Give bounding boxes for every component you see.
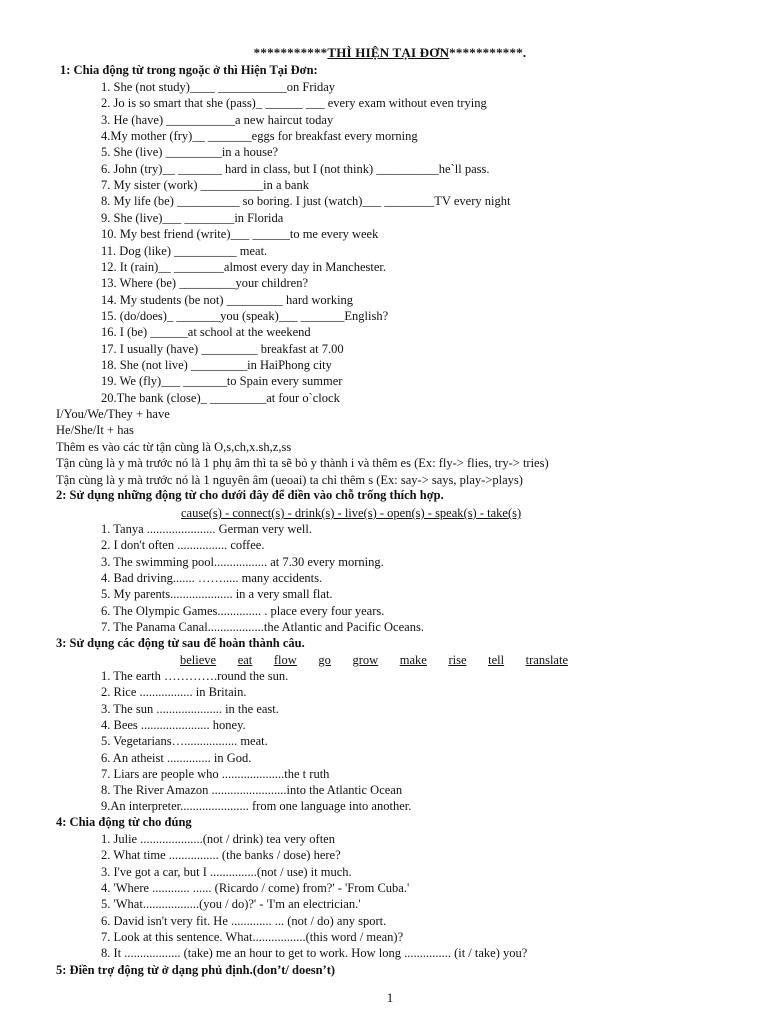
wordbank-word: translate	[525, 653, 568, 667]
section-4-heading: 4: Chia động từ cho đúng	[56, 815, 192, 829]
exercise-item: 14. My students (be not) _________ hard working	[101, 292, 354, 307]
exercise-item: 5. 'What..................(you / do)?' - 'I'm an electrician.'	[101, 897, 361, 912]
exercise-item: 7. Look at this sentence. What.................(this word / mean)?	[101, 929, 404, 944]
title-suffix: ***********.	[449, 45, 527, 60]
exercise-item: 11. Dog (like) __________ meat.	[101, 243, 268, 258]
wordbank-word: rise	[448, 653, 467, 667]
title-main: THÌ HIỆN TẠI ĐƠN	[327, 45, 450, 60]
exercise-item: 18. She (not live) _________in HaiPhong city	[101, 357, 332, 372]
exercise-item: 6. An atheist .............. in God.	[101, 750, 252, 765]
section-2-wordbank: cause(s) - connect(s) - drink(s) - live(s) - open(s) - speak(s) - take(s)	[181, 506, 522, 520]
exercise-item: 1. The earth ………….round the sun.	[101, 669, 289, 683]
exercise-item: 7. The Panama Canal..................the Atlantic and Pacific Oceans.	[101, 619, 424, 634]
grammar-note: He/She/It + has	[56, 423, 134, 438]
section-5-heading: 5: Điền trợ động từ ở dạng phủ định.(don’t/ doesn’t)	[56, 963, 336, 977]
exercise-item: 9. She (live)___ ________in Florida	[101, 210, 284, 225]
section-1-heading: 1: Chia động từ trong ngoặc ở thì Hiện Tại Đơn:	[60, 63, 318, 77]
exercise-item: 15. (do/does)_ _______you (speak)___ _______English?	[101, 308, 389, 323]
exercise-item: 9.An interpreter...................... from one language into another.	[101, 799, 412, 814]
wordbank-word: eat	[237, 653, 253, 667]
title-prefix: ***********	[253, 45, 328, 60]
exercise-item: 1. Tanya ...................... German very well.	[101, 522, 312, 536]
exercise-item: 8. My life (be) __________ so boring. I just (watch)___ ________TV every night	[101, 194, 511, 209]
exercise-item: 6. John (try)__ _______ hard in class, but I (not think) __________he`ll pass.	[101, 161, 490, 176]
exercise-item: 12. It (rain)__ ________almost every day in Manchester.	[101, 259, 386, 274]
exercise-item: 6. David isn't very fit. He ............. ... (not / do) any sport.	[101, 913, 387, 928]
exercise-item: 2. What time ................ (the banks / dose) here?	[101, 848, 341, 863]
wordbank-word: grow	[352, 653, 379, 667]
exercise-item: 5. She (live) _________in a house?	[101, 145, 279, 160]
exercise-item: 8. The River Amazon ........................into the Atlantic Ocean	[101, 783, 403, 798]
exercise-item: 2. Jo is so smart that she (pass)_ ______ ___ every exam without even trying	[101, 96, 487, 111]
wordbank-word: go	[318, 653, 331, 667]
exercise-item: 5. Vegetarians…................. meat.	[101, 734, 268, 749]
grammar-note: Thêm es vào các từ tận cùng là O,s,ch,x.sh,z,ss	[56, 439, 292, 454]
exercise-item: 2. Rice ................. in Britain.	[101, 685, 247, 700]
exercise-item: 2. I don't often ................ coffee.	[101, 538, 265, 553]
wordbank-word: tell	[488, 653, 505, 667]
grammar-note: Tận cùng là y mà trước nó là 1 nguyên âm (ueoai) ta chỉ thêm s (Ex: say-> says, play->plays)	[56, 472, 523, 487]
exercise-item: 4. Bad driving....... ……..... many accidents.	[101, 570, 323, 585]
wordbank-word: flow	[273, 653, 297, 667]
exercise-item: 10. My best friend (write)___ ______to me every week	[101, 227, 379, 242]
exercise-item: 4.My mother (fry)__ _______eggs for breakfast every morning	[101, 129, 418, 144]
exercise-item: 7. Liars are people who ....................the t ruth	[101, 766, 330, 781]
exercise-item: 3. The sun ..................... in the east.	[101, 701, 279, 716]
section-3-heading: 3: Sử dụng các động từ sau để hoàn thành câu.	[56, 636, 305, 650]
exercise-item: 1. Julie ....................(not / drink) tea very often	[101, 832, 335, 846]
exercise-item: 8. It .................. (take) me an hour to get to work. How long ............... (it / take) you?	[101, 946, 528, 961]
exercise-item: 3. The swimming pool................. at 7.30 every morning.	[101, 554, 384, 569]
grammar-note: Tận cùng là y mà trước nó là 1 phụ âm thì ta sẽ bỏ y thành i và thêm es (Ex: fly-> flies, try-> tries)	[56, 456, 549, 471]
exercise-item: 5. My parents.................... in a very small flat.	[101, 587, 333, 602]
exercise-item: 3. I've got a car, but I ...............(not / use) it much.	[101, 864, 352, 879]
exercise-item: 4. 'Where ............ ...... (Ricardo / come) from?' - 'From Cuba.'	[101, 880, 410, 895]
section-2-heading: 2: Sử dụng những động từ cho dưới đây để điền vào chỗ trống thích hợp.	[56, 488, 444, 502]
exercise-item: 1. She (not study)____ ___________on Friday	[101, 80, 336, 94]
exercise-item: 3. He (have) ___________a new haircut today	[101, 112, 334, 127]
wordbank-word: make	[399, 653, 427, 667]
section-3-wordbank	[180, 652, 568, 668]
exercise-item: 6. The Olympic Games.............. . place every four years.	[101, 603, 385, 618]
wordbank-word: believe	[180, 653, 217, 667]
exercise-item: 16. I (be) ______at school at the weekend	[101, 325, 311, 340]
page-number: 1	[386, 990, 394, 1005]
exercise-item: 17. I usually (have) _________ breakfast at 7.00	[101, 341, 344, 356]
page-title	[0, 45, 768, 61]
grammar-note: I/You/We/They + have	[56, 407, 170, 421]
exercise-item: 20.The bank (close)_ _________at four o`clock	[101, 390, 340, 405]
exercise-item: 13. Where (be) _________your children?	[101, 276, 308, 291]
exercise-item: 7. My sister (work) __________in a bank	[101, 178, 309, 193]
exercise-item: 19. We (fly)___ _______to Spain every summer	[101, 374, 343, 389]
exercise-item: 4. Bees ...................... honey.	[101, 717, 246, 732]
